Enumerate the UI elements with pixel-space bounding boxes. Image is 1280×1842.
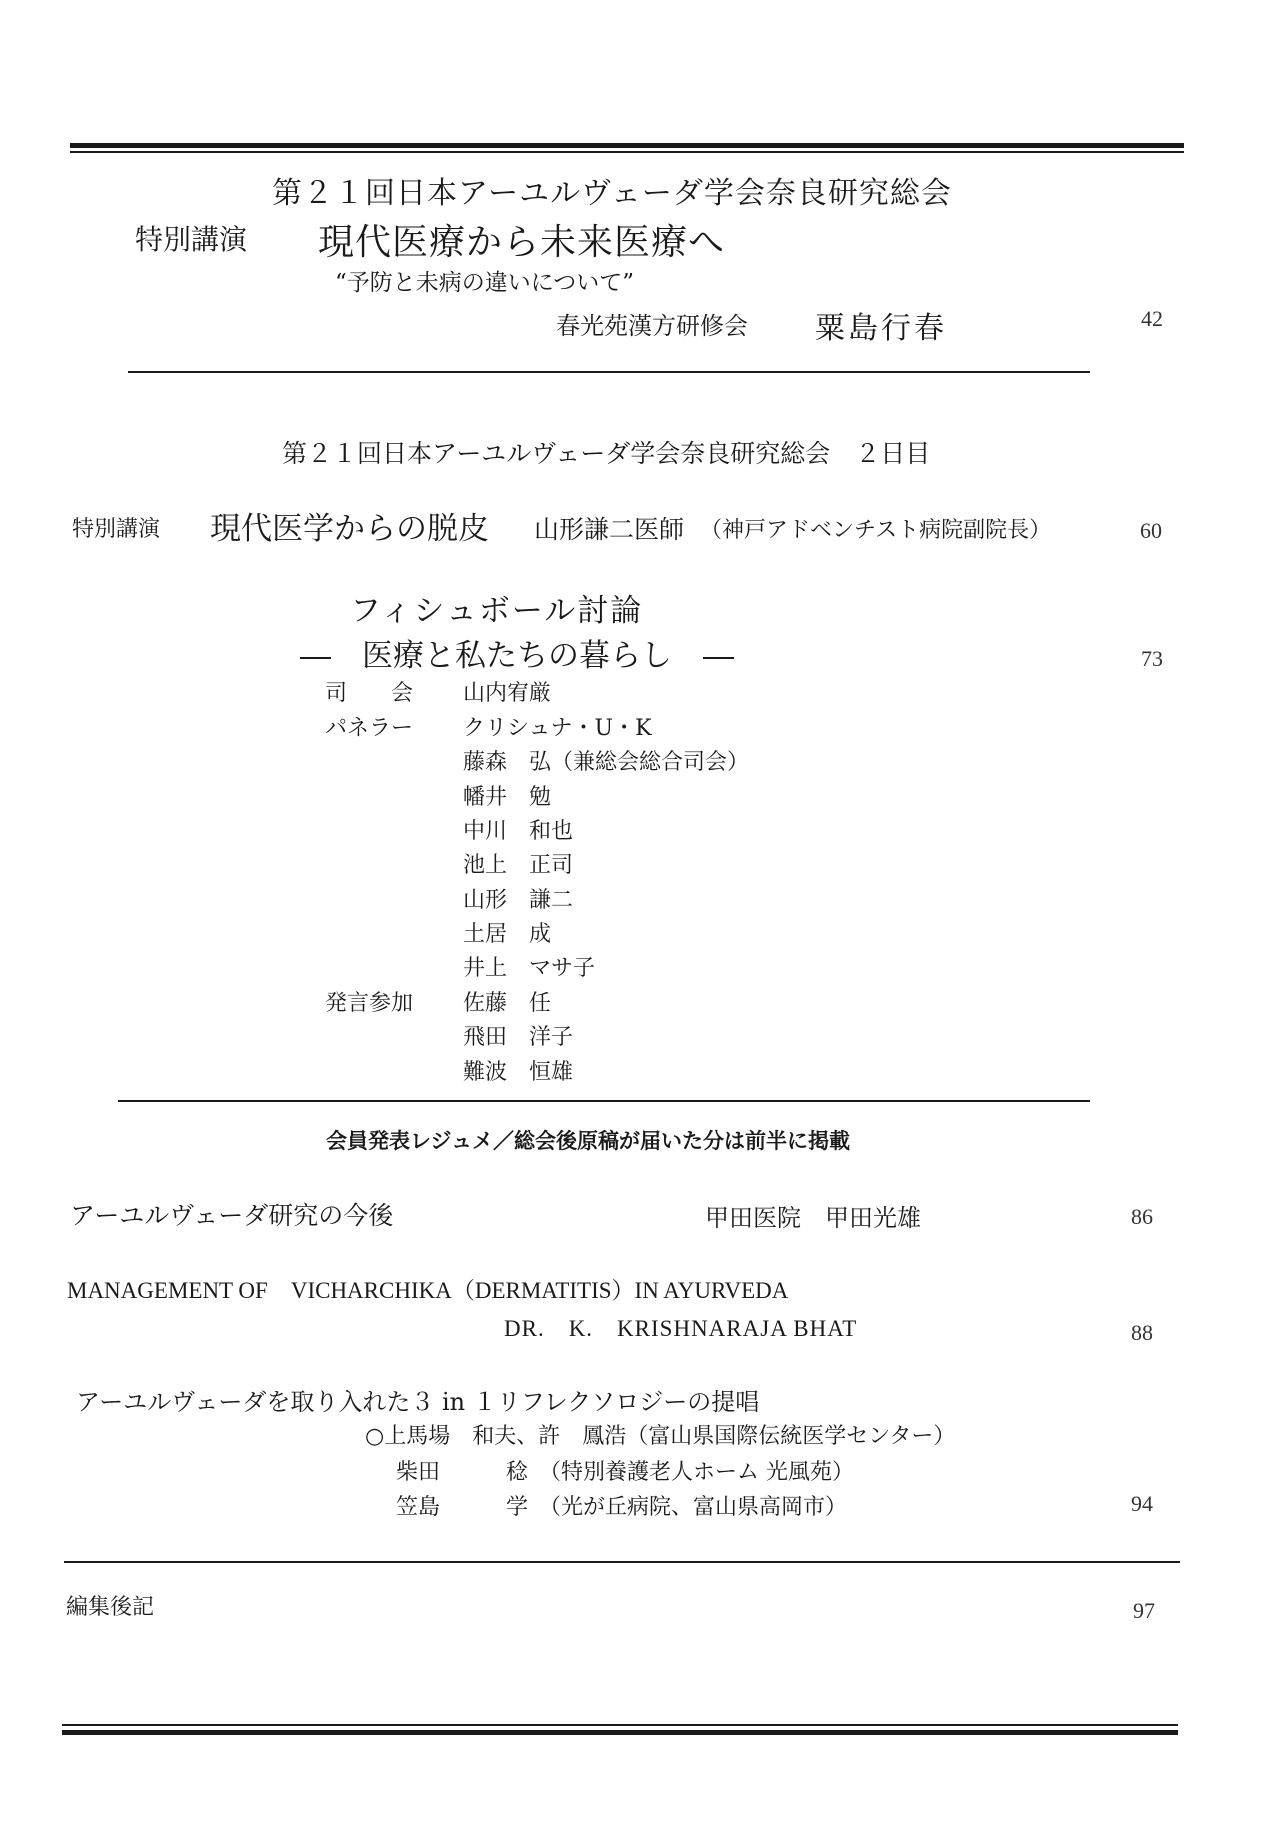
section2-page: 60 xyxy=(1140,518,1162,543)
top-rule-thin xyxy=(70,151,1184,153)
section3-subtitle: ― 医療と私たちの暮らし ― xyxy=(300,638,734,674)
section2-speaker: 山形謙二医師 xyxy=(534,515,685,544)
panel-role-panelists: パネラー xyxy=(325,716,414,741)
section1-label: 特別講演 xyxy=(135,223,248,256)
panel-name-9: 佐藤 任 xyxy=(463,991,552,1016)
item2-page: 88 xyxy=(1131,1320,1153,1345)
panel-name-3: 幡井 勉 xyxy=(463,785,552,810)
panel-name-6: 山形 謙二 xyxy=(463,888,574,913)
divider-3 xyxy=(64,1561,1180,1563)
section3-page: 73 xyxy=(1141,646,1163,671)
section2-label: 特別講演 xyxy=(72,517,161,542)
panel-role-moderator: 司 会 xyxy=(325,681,414,706)
panel-name-4: 中川 和也 xyxy=(463,819,574,844)
top-rule-thick xyxy=(70,143,1184,148)
panel-name-1: クリシュナ・U・K xyxy=(463,716,652,741)
item3-title: アーユルヴェーダを取り入れた３ in １リフレクソロジーの提唱 xyxy=(76,1388,760,1416)
item3-author-2: 柴田 稔 （特別養護老人ホーム 光風苑） xyxy=(396,1460,854,1485)
section1-subtitle: “予防と未病の違いについて” xyxy=(335,270,635,296)
section2-title: 現代医学からの脱皮 xyxy=(210,511,489,547)
section1-page: 42 xyxy=(1141,306,1163,331)
panel-name-5: 池上 正司 xyxy=(463,853,574,878)
item2-title: MANAGEMENT OF VICHARCHIKA（DERMATITIS）IN AYURVEDA xyxy=(67,1278,789,1303)
item3-page: 94 xyxy=(1131,1491,1153,1516)
panel-name-11: 難波 恒雄 xyxy=(463,1060,574,1085)
section1-affiliation: 春光苑漢方研修会 xyxy=(556,312,748,340)
editors-note-page: 97 xyxy=(1133,1598,1155,1623)
section1-title: 現代医療から未来医療へ xyxy=(318,222,726,263)
panel-role-participants: 発言参加 xyxy=(325,991,414,1016)
section1-conference: 第２１回日本アーユルヴェーダ学会奈良研究総会 xyxy=(272,176,952,211)
panel-name-2: 藤森 弘（兼総会総合司会） xyxy=(463,750,750,775)
divider-1 xyxy=(128,371,1090,373)
bottom-rule-thin xyxy=(62,1724,1178,1726)
item2-author: DR. K. KRISHNARAJA BHAT xyxy=(504,1316,858,1341)
item1-page: 86 xyxy=(1131,1204,1153,1229)
section1-speaker: 粟島行春 xyxy=(815,311,947,346)
item3-author-3: 笠島 学 （光が丘病院、富山県高岡市） xyxy=(396,1495,848,1520)
divider-2 xyxy=(118,1100,1090,1102)
panel-name-10: 飛田 洋子 xyxy=(463,1025,574,1050)
section2-conference: 第２１回日本アーユルヴェーダ学会奈良研究総会 ２日目 xyxy=(282,439,931,468)
panel-name-8: 井上 マサ子 xyxy=(463,956,596,981)
section3-title: フィシュボール討論 xyxy=(350,593,644,629)
section4-heading: 会員発表レジュメ／総会後原稿が届いた分は前半に掲載 xyxy=(326,1129,851,1153)
editors-note-title: 編集後記 xyxy=(66,1595,155,1620)
item1-title: アーユルヴェーダ研究の今後 xyxy=(70,1201,394,1230)
panel-name-moderator: 山内宥厳 xyxy=(463,681,552,706)
panel-name-7: 土居 成 xyxy=(463,922,552,947)
item1-author: 甲田医院 甲田光雄 xyxy=(705,1204,921,1232)
bottom-rule-thick xyxy=(62,1730,1178,1735)
item3-author-1: ○上馬場 和夫、許 鳳浩（富山県国際伝統医学センター） xyxy=(365,1424,956,1449)
section2-speaker-note: （神戸アドベンチスト病院副院長） xyxy=(700,518,1052,543)
